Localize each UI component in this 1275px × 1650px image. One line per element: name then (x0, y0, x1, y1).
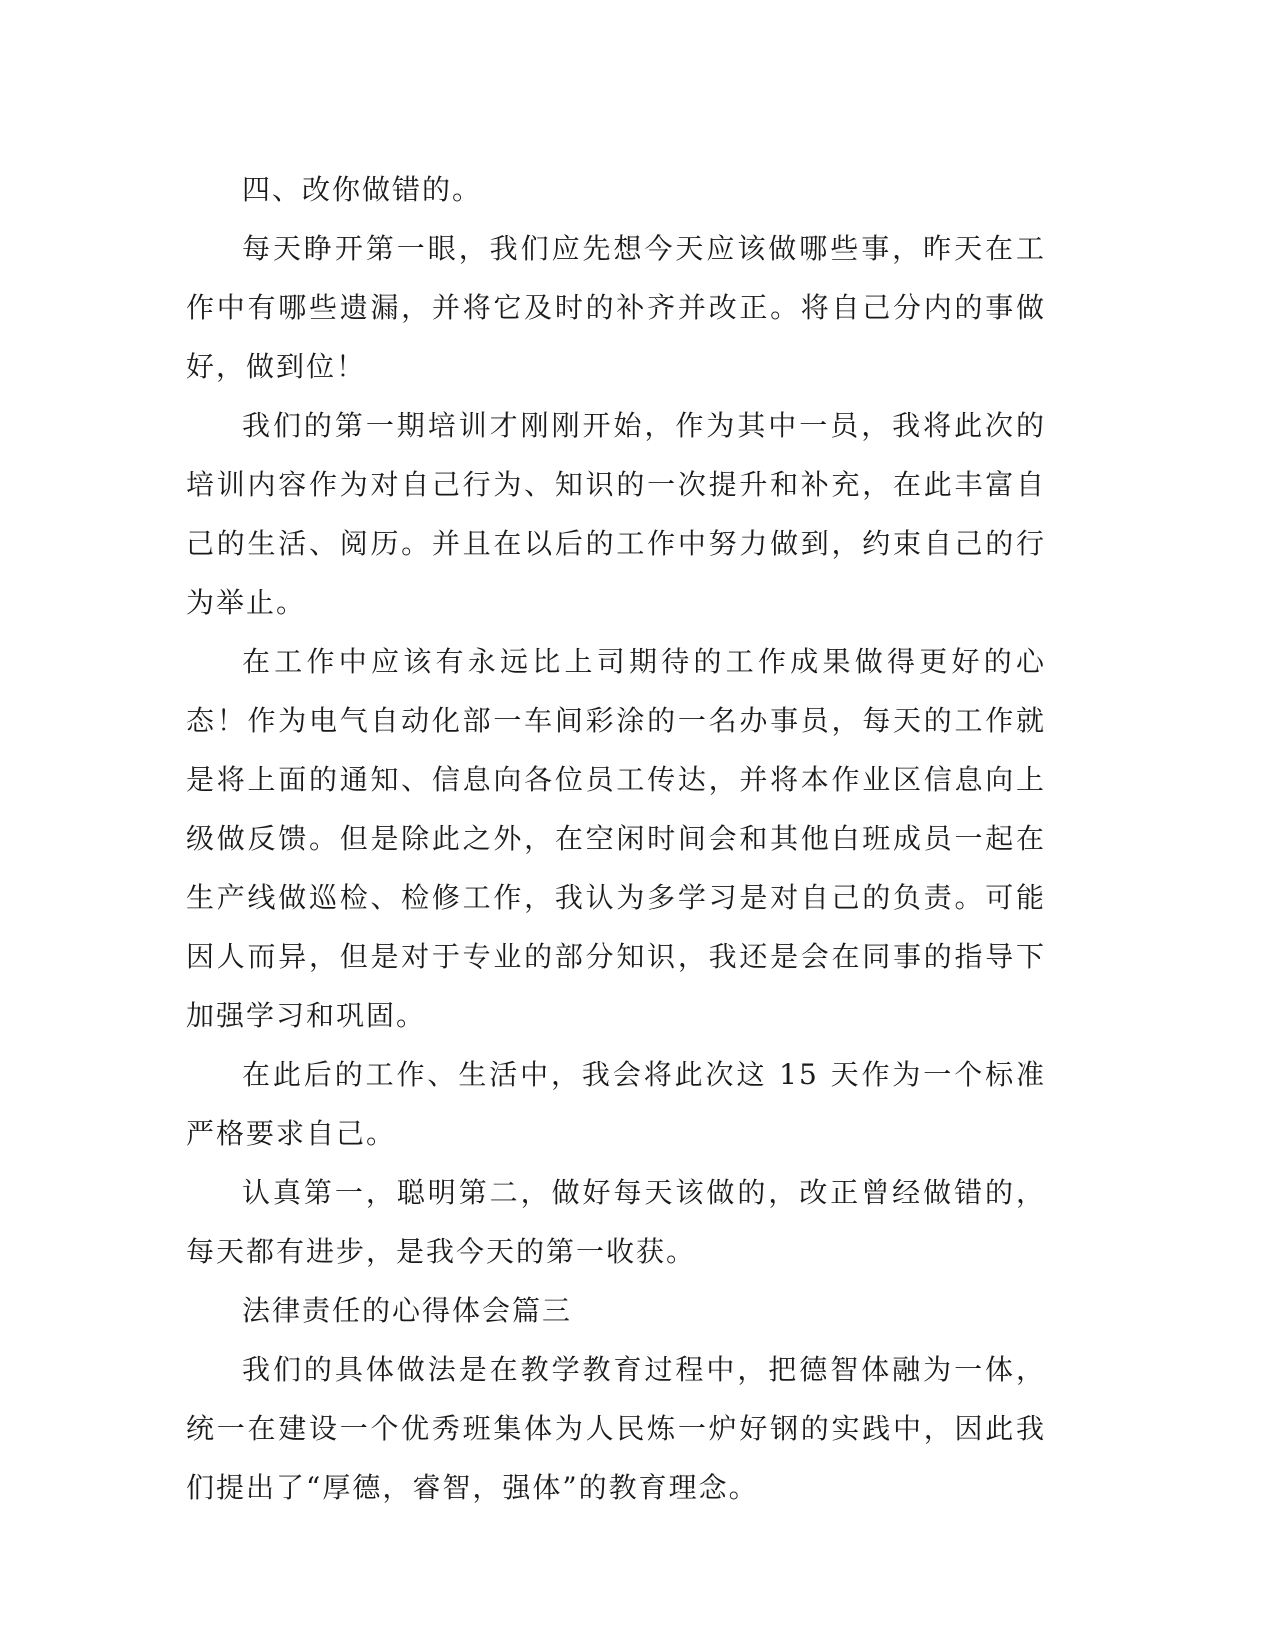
paragraph-daily-review: 每天睁开第一眼，我们应先想今天应该做哪些事，昨天在工作中有哪些遗漏，并将它及时的补齐并改正。将自己分内的事做好，做到位！ (186, 232, 1046, 383)
section-heading-four: 四、改你做错的。 (242, 173, 483, 206)
paragraph-training: 我们的第一期培训才刚刚开始，作为其中一员，我将此次的培训内容作为对自己行为、知识的一次提升和补充，在此丰富自己的生活、阅历。并且在以后的工作中努力做到，约束自己的行为举止。 (186, 409, 1046, 619)
document-body (186, 160, 1046, 1517)
paragraph-education-approach: 我们的具体做法是在教学教育过程中，把德智体融为一体，统一在建设一个优秀班集体为人民炼一炉好钢的实践中，因此我们提出了“厚德，睿智，强体”的教育理念。 (186, 1353, 1046, 1504)
paragraph-fifteen-days: 在此后的工作、生活中，我会将此次这 15 天作为一个标准严格要求自己。 (186, 1058, 1046, 1150)
paragraph-work-attitude: 在工作中应该有永远比上司期待的工作成果做得更好的心态！作为电气自动化部一车间彩涂的一名办事员，每天的工作就是将上面的通知、信息向各位员工传达，并将本作业区信息向上级做反馈。但是除此之外，在空闲时间会和其他白班成员一起在生产线做巡检、检修工作，我认为多学习是对自己的负责。可能因人而异，但是对于专业的部分知识，我还是会在同事的指导下加强学习和巩固。 (186, 645, 1046, 1032)
section-title-part-three: 法律责任的心得体会篇三 (242, 1294, 573, 1327)
paragraph-first-harvest: 认真第一，聪明第二，做好每天该做的，改正曾经做错的，每天都有进步，是我今天的第一收获。 (186, 1176, 1046, 1268)
